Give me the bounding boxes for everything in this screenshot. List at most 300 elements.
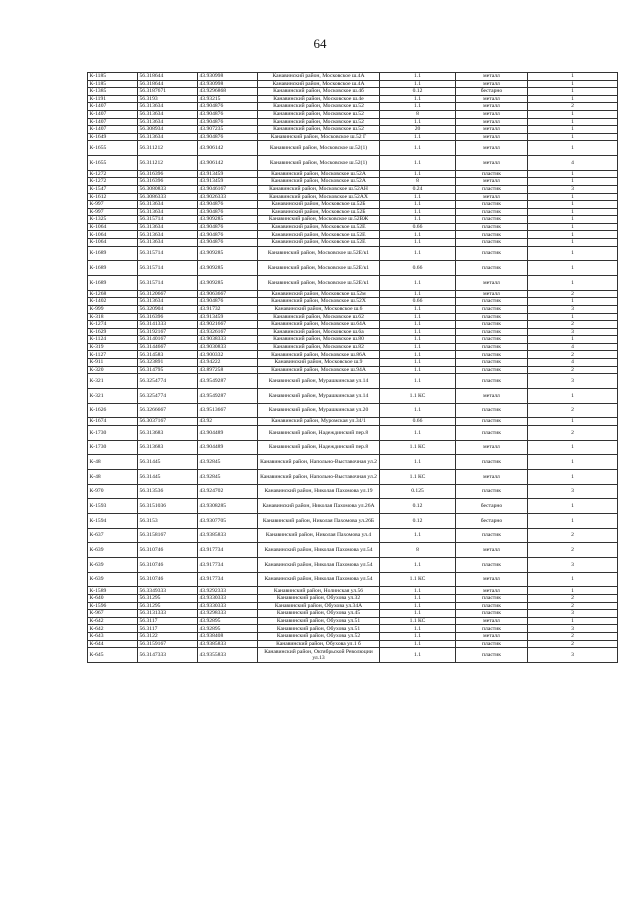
- latitude-cell: 56.313634: [138, 231, 198, 239]
- site-id-cell: К-1407: [88, 126, 138, 134]
- volume-cell: 1.1: [380, 290, 456, 298]
- address-cell: Канавинский район, Мурашкинская ул.14: [258, 374, 380, 389]
- page-number: 64: [313, 36, 327, 51]
- volume-cell: 1.1: [380, 455, 456, 470]
- latitude-cell: 56.31445: [138, 469, 198, 484]
- address-cell: Канавинский район, Московское ш.52 Г: [258, 133, 380, 141]
- material-cell: пластик: [456, 231, 528, 239]
- count-cell: 1: [528, 276, 618, 291]
- volume-cell: 20: [380, 126, 456, 134]
- count-cell: 1: [528, 223, 618, 231]
- count-cell: 1: [528, 587, 618, 595]
- table-row: [88, 298, 618, 306]
- longitude-cell: 43.913459: [198, 313, 258, 321]
- latitude-cell: 56.313634: [138, 201, 198, 209]
- site-id-cell: К-911: [88, 359, 138, 367]
- material-cell: металл: [456, 141, 528, 156]
- count-cell: 3: [528, 610, 618, 618]
- table-row: [88, 528, 618, 543]
- table-row: [88, 602, 618, 610]
- address-cell: Канавинский район, Московское ш.64А: [258, 321, 380, 329]
- longitude-cell: 43.917734: [198, 572, 258, 587]
- count-cell: 3: [528, 305, 618, 313]
- volume-cell: 1.1: [380, 208, 456, 216]
- longitude-cell: 43.9330333: [198, 602, 258, 610]
- longitude-cell: 43.9385833: [198, 640, 258, 648]
- table-row: [88, 231, 618, 239]
- address-cell: Канавинский район, Московское ш.52Е: [258, 239, 380, 247]
- table-row: [88, 239, 618, 247]
- latitude-cell: 56.318644: [138, 80, 198, 88]
- table-row: [88, 185, 618, 193]
- site-id-cell: К-1274: [88, 321, 138, 329]
- longitude-cell: 43.904489: [198, 425, 258, 440]
- site-id-cell: К-1593: [88, 499, 138, 514]
- latitude-cell: 56.31295: [138, 602, 198, 610]
- material-cell: металл: [456, 617, 528, 625]
- count-cell: 2: [528, 366, 618, 374]
- table-row: [88, 178, 618, 186]
- count-cell: 3: [528, 558, 618, 573]
- address-cell: Канавинский район, Московское ш.52Б: [258, 201, 380, 209]
- longitude-cell: 43.9385833: [198, 528, 258, 543]
- volume-cell: 1.1: [380, 239, 456, 247]
- latitude-cell: 56.3080833: [138, 185, 198, 193]
- volume-cell: 1.1: [380, 246, 456, 261]
- material-cell: пластик: [456, 298, 528, 306]
- latitude-cell: 56.3153: [138, 514, 198, 529]
- material-cell: пластик: [456, 602, 528, 610]
- longitude-cell: 43.897258: [198, 366, 258, 374]
- longitude-cell: 43.930998: [198, 80, 258, 88]
- address-cell: Канавинский район, Обухова ул.32: [258, 595, 380, 603]
- site-id-cell: К-320: [88, 366, 138, 374]
- material-cell: пластик: [456, 216, 528, 224]
- table-row: [88, 610, 618, 618]
- material-cell: пластик: [456, 336, 528, 344]
- material-cell: металл: [456, 95, 528, 103]
- latitude-cell: 56.318644: [138, 73, 198, 81]
- latitude-cell: 56.3140167: [138, 336, 198, 344]
- volume-cell: 1.1 КС: [380, 572, 456, 587]
- count-cell: 2: [528, 425, 618, 440]
- volume-cell: 1.1: [380, 73, 456, 81]
- table-row: [88, 246, 618, 261]
- address-cell: Канавинский район, Николая Пахомова ул.19: [258, 484, 380, 499]
- count-cell: 1: [528, 178, 618, 186]
- table-row: [88, 388, 618, 403]
- site-id-cell: К-321: [88, 374, 138, 389]
- latitude-cell: 56.313683: [138, 440, 198, 455]
- site-id-cell: К-1185: [88, 73, 138, 81]
- address-cell: Канавинский район, Московское ш.52м: [258, 290, 380, 298]
- count-cell: 1: [528, 133, 618, 141]
- volume-cell: 1.1: [380, 118, 456, 126]
- site-id-cell: К-1689: [88, 276, 138, 291]
- latitude-cell: 56.31445: [138, 455, 198, 470]
- latitude-cell: 56.323891: [138, 359, 198, 367]
- count-cell: 1: [528, 388, 618, 403]
- address-cell: Канавинский район, Николая Пахомова ул.26Б: [258, 514, 380, 529]
- volume-cell: 1.1: [380, 321, 456, 329]
- latitude-cell: 56.313634: [138, 239, 198, 247]
- address-cell: Канавинский район, Напольно-Выставочная ул.2: [258, 469, 380, 484]
- latitude-cell: 56.315714: [138, 216, 198, 224]
- address-cell: Канавинский район, Московское ш.52ВЖ: [258, 216, 380, 224]
- latitude-cell: 56.313536: [138, 484, 198, 499]
- longitude-cell: 43.92895: [198, 625, 258, 633]
- address-cell: Канавинский район, Московское ш.4А: [258, 80, 380, 88]
- longitude-cell: 43.9549287: [198, 374, 258, 389]
- address-cell: Канавинский район, Московское ш.52Б: [258, 208, 380, 216]
- table-row: [88, 469, 618, 484]
- count-cell: 1: [528, 80, 618, 88]
- site-id-cell: К-1272: [88, 170, 138, 178]
- count-cell: 1: [528, 440, 618, 455]
- latitude-cell: 56.3254774: [138, 374, 198, 389]
- count-cell: 4: [528, 156, 618, 171]
- count-cell: 1: [528, 418, 618, 426]
- address-cell: Канавинский район, Московское ш.52Е/к1: [258, 276, 380, 291]
- address-cell: Канавинский район, Московское ш.86А: [258, 351, 380, 359]
- table-row: [88, 633, 618, 641]
- volume-cell: 8: [380, 110, 456, 118]
- volume-cell: 1.1: [380, 633, 456, 641]
- site-id-cell: К-1612: [88, 193, 138, 201]
- longitude-cell: 43.917734: [198, 543, 258, 558]
- latitude-cell: 56.3141333: [138, 321, 198, 329]
- table-row: [88, 595, 618, 603]
- table-row: [88, 543, 618, 558]
- table-row: [88, 374, 618, 389]
- address-cell: Канавинский район, Обухова ул.34А: [258, 602, 380, 610]
- site-id-cell: К-318: [88, 313, 138, 321]
- volume-cell: 0.66: [380, 418, 456, 426]
- material-cell: пластик: [456, 261, 528, 276]
- material-cell: пластик: [456, 403, 528, 418]
- longitude-cell: 43.930998: [198, 73, 258, 81]
- longitude-cell: 43.904876: [198, 298, 258, 306]
- site-id-cell: К-1191: [88, 95, 138, 103]
- material-cell: пластик: [456, 418, 528, 426]
- volume-cell: 1.1: [380, 366, 456, 374]
- site-id-cell: К-1730: [88, 425, 138, 440]
- material-cell: металл: [456, 126, 528, 134]
- table-row: [88, 133, 618, 141]
- address-cell: Канавинский район, Обухова ул.51: [258, 617, 380, 625]
- longitude-cell: 43.9046167: [198, 185, 258, 193]
- address-cell: Канавинский район, Мурашкинская ул.14: [258, 388, 380, 403]
- material-cell: металл: [456, 276, 528, 291]
- volume-cell: 1.1: [380, 343, 456, 351]
- table-row: [88, 587, 618, 595]
- count-cell: 1: [528, 572, 618, 587]
- site-id-cell: К-639: [88, 543, 138, 558]
- count-cell: 1: [528, 499, 618, 514]
- volume-cell: 1.1 КС: [380, 388, 456, 403]
- site-id-cell: К-639: [88, 572, 138, 587]
- table-row: [88, 351, 618, 359]
- site-id-cell: К-48: [88, 455, 138, 470]
- site-id-cell: К-999: [88, 305, 138, 313]
- material-cell: пластик: [456, 313, 528, 321]
- table-row: [88, 170, 618, 178]
- count-cell: 1: [528, 239, 618, 247]
- longitude-cell: 43.917734: [198, 558, 258, 573]
- count-cell: 1: [528, 88, 618, 96]
- site-id-cell: К-1064: [88, 231, 138, 239]
- longitude-cell: 43.904876: [198, 223, 258, 231]
- address-cell: Канавинский район, Обухова ул.52: [258, 633, 380, 641]
- material-cell: металл: [456, 110, 528, 118]
- address-cell: Канавинский район, Московское ш.52: [258, 103, 380, 111]
- latitude-cell: 56.311212: [138, 141, 198, 156]
- site-id-cell: К-1594: [88, 514, 138, 529]
- longitude-cell: 43.909285: [198, 216, 258, 224]
- count-cell: 2: [528, 595, 618, 603]
- longitude-cell: 43.906142: [198, 141, 258, 156]
- longitude-cell: 43.913459: [198, 170, 258, 178]
- count-cell: 4: [528, 359, 618, 367]
- latitude-cell: 56.311212: [138, 156, 198, 171]
- latitude-cell: 56.3192167: [138, 328, 198, 336]
- longitude-cell: 43.913459: [198, 178, 258, 186]
- site-id-cell: К-1064: [88, 239, 138, 247]
- address-cell: Канавинский район, Московское ш.52(1): [258, 141, 380, 156]
- table-row: [88, 201, 618, 209]
- longitude-cell: 43.906142: [198, 156, 258, 171]
- address-cell: Канавинский район, Октябрьской Революции ул.13: [258, 648, 380, 663]
- site-id-cell: К-319: [88, 343, 138, 351]
- count-cell: 2: [528, 351, 618, 359]
- material-cell: пластик: [456, 239, 528, 247]
- material-cell: металл: [456, 193, 528, 201]
- volume-cell: 1.1: [380, 95, 456, 103]
- material-cell: металл: [456, 290, 528, 298]
- longitude-cell: 43.904876: [198, 118, 258, 126]
- table-row: [88, 313, 618, 321]
- latitude-cell: 56.316396: [138, 178, 198, 186]
- material-cell: пластик: [456, 595, 528, 603]
- volume-cell: 1.1: [380, 133, 456, 141]
- latitude-cell: 56.315714: [138, 246, 198, 261]
- volume-cell: 1.1: [380, 595, 456, 603]
- latitude-cell: 56.315714: [138, 276, 198, 291]
- count-cell: 3: [528, 484, 618, 499]
- latitude-cell: 56.310746: [138, 572, 198, 587]
- material-cell: металл: [456, 156, 528, 171]
- table-row: [88, 305, 618, 313]
- count-cell: 3: [528, 648, 618, 663]
- material-cell: пластик: [456, 208, 528, 216]
- latitude-cell: 56.3144667: [138, 343, 198, 351]
- count-cell: 1: [528, 193, 618, 201]
- count-cell: 2: [528, 543, 618, 558]
- longitude-cell: 43.9355833: [198, 648, 258, 663]
- address-cell: Канавинский район, Московское ш.6а: [258, 328, 380, 336]
- count-cell: 3: [528, 625, 618, 633]
- count-cell: 3: [528, 328, 618, 336]
- address-cell: Канавинский район, Московское ш.52Х: [258, 298, 380, 306]
- count-cell: 2: [528, 528, 618, 543]
- volume-cell: 1.1: [380, 336, 456, 344]
- address-cell: Канавинский район, Московское ш.52Е: [258, 231, 380, 239]
- volume-cell: 1.1: [380, 216, 456, 224]
- latitude-cell: 56.3117: [138, 617, 198, 625]
- table-row: [88, 418, 618, 426]
- latitude-cell: 56.3131333: [138, 610, 198, 618]
- address-cell: Канавинский район, Московское ш.4б: [258, 88, 380, 96]
- volume-cell: 1.1: [380, 313, 456, 321]
- table-row: [88, 208, 618, 216]
- address-cell: Канавинский район, Мурашкинская ул.20: [258, 403, 380, 418]
- count-cell: 1: [528, 73, 618, 81]
- table-row: [88, 110, 618, 118]
- address-cell: Канавинский район, Надеждинский пер.8: [258, 425, 380, 440]
- latitude-cell: 56.314583: [138, 351, 198, 359]
- volume-cell: 1.1: [380, 201, 456, 209]
- address-cell: Канавинский район, Николая Пахомова ул.4: [258, 528, 380, 543]
- address-cell: Канавинский район, Нолинская ул.56: [258, 587, 380, 595]
- address-cell: Канавинский район, Московское ш.52: [258, 126, 380, 134]
- material-cell: металл: [456, 118, 528, 126]
- latitude-cell: 56.3147333: [138, 648, 198, 663]
- site-id-cell: К-1674: [88, 418, 138, 426]
- table-row: [88, 126, 618, 134]
- address-cell: Канавинский район, Московское ш.6: [258, 305, 380, 313]
- volume-cell: 1.1: [380, 403, 456, 418]
- volume-cell: 1.1: [380, 305, 456, 313]
- latitude-cell: 56.315714: [138, 261, 198, 276]
- count-cell: 1: [528, 110, 618, 118]
- material-cell: пластик: [456, 305, 528, 313]
- volume-cell: 1.1: [380, 193, 456, 201]
- site-id-cell: К-643: [88, 633, 138, 641]
- longitude-cell: 43.904876: [198, 201, 258, 209]
- volume-cell: 1.1: [380, 558, 456, 573]
- volume-cell: 1.1: [380, 425, 456, 440]
- count-cell: 1: [528, 246, 618, 261]
- site-id-cell: К-1649: [88, 133, 138, 141]
- site-id-cell: К-639: [88, 558, 138, 573]
- material-cell: металл: [456, 440, 528, 455]
- table-row: [88, 425, 618, 440]
- material-cell: металл: [456, 469, 528, 484]
- longitude-cell: 43.9026333: [198, 193, 258, 201]
- table-row: [88, 359, 618, 367]
- address-cell: Канавинский район, Муромская ул.34/1: [258, 418, 380, 426]
- volume-cell: 1.1: [380, 528, 456, 543]
- table-row: [88, 440, 618, 455]
- longitude-cell: 43.909285: [198, 276, 258, 291]
- site-id-cell: К-1124: [88, 336, 138, 344]
- site-id-cell: К-644: [88, 640, 138, 648]
- address-cell: Канавинский район, Московское ш.62: [258, 313, 380, 321]
- address-cell: Канавинский район, Николая Пахомова ул.54: [258, 572, 380, 587]
- count-cell: 1: [528, 298, 618, 306]
- table-row: [88, 336, 618, 344]
- volume-cell: 1.1: [380, 587, 456, 595]
- address-cell: Канавинский район, Московское ш.80: [258, 336, 380, 344]
- address-cell: Канавинский район, Николая Пахомова ул.54: [258, 543, 380, 558]
- count-cell: 1: [528, 126, 618, 134]
- count-cell: 1: [528, 208, 618, 216]
- longitude-cell: 43.9038333: [198, 336, 258, 344]
- count-cell: 1: [528, 455, 618, 470]
- longitude-cell: 43.9298333: [198, 610, 258, 618]
- material-cell: металл: [456, 543, 528, 558]
- latitude-cell: 56.3086333: [138, 193, 198, 201]
- count-cell: 2: [528, 321, 618, 329]
- volume-cell: 1.1: [380, 640, 456, 648]
- site-id-cell: К-970: [88, 484, 138, 499]
- address-cell: Канавинский район, Николая Пахомова ул.26А: [258, 499, 380, 514]
- volume-cell: 0.12: [380, 514, 456, 529]
- latitude-cell: 56.3349333: [138, 587, 198, 595]
- table-row: [88, 276, 618, 291]
- site-id-cell: К-1407: [88, 110, 138, 118]
- longitude-cell: 43.9030833: [198, 343, 258, 351]
- latitude-cell: 56.3117: [138, 625, 198, 633]
- material-cell: бестарно: [456, 514, 528, 529]
- material-cell: бестарно: [456, 88, 528, 96]
- count-cell: 1: [528, 313, 618, 321]
- material-cell: металл: [456, 388, 528, 403]
- latitude-cell: 56.310746: [138, 543, 198, 558]
- table-row: [88, 95, 618, 103]
- site-id-cell: К-637: [88, 528, 138, 543]
- table-row: [88, 572, 618, 587]
- volume-cell: 1.1 КС: [380, 440, 456, 455]
- material-cell: пластик: [456, 185, 528, 193]
- longitude-cell: 43.9330333: [198, 595, 258, 603]
- count-cell: 1: [528, 617, 618, 625]
- table-row: [88, 73, 618, 81]
- material-cell: металл: [456, 572, 528, 587]
- longitude-cell: 43.904489: [198, 440, 258, 455]
- volume-cell: 1.1: [380, 374, 456, 389]
- site-id-cell: К-1689: [88, 246, 138, 261]
- latitude-cell: 56.314795: [138, 366, 198, 374]
- volume-cell: 1.1: [380, 276, 456, 291]
- address-cell: Канавинский район, Московское ш.52Е/к1: [258, 246, 380, 261]
- count-cell: 2: [528, 602, 618, 610]
- table-row: [88, 193, 618, 201]
- count-cell: 2: [528, 633, 618, 641]
- site-id-cell: К-642: [88, 617, 138, 625]
- site-id-cell: К-640: [88, 595, 138, 603]
- material-cell: металл: [456, 80, 528, 88]
- site-id-cell: К-1185: [88, 80, 138, 88]
- longitude-cell: 43.907235: [198, 126, 258, 134]
- site-id-cell: К-1547: [88, 185, 138, 193]
- material-cell: пластик: [456, 528, 528, 543]
- site-id-cell: К-1127: [88, 351, 138, 359]
- material-cell: пластик: [456, 640, 528, 648]
- material-cell: пластик: [456, 374, 528, 389]
- longitude-cell: 43.909285: [198, 246, 258, 261]
- site-id-cell: К-1268: [88, 290, 138, 298]
- longitude-cell: 43.9308285: [198, 499, 258, 514]
- count-cell: 1: [528, 118, 618, 126]
- site-id-cell: К-1272: [88, 178, 138, 186]
- site-id-cell: К-967: [88, 610, 138, 618]
- volume-cell: 1.1: [380, 170, 456, 178]
- count-cell: 2: [528, 290, 618, 298]
- volume-cell: 0.125: [380, 484, 456, 499]
- table-row: [88, 343, 618, 351]
- volume-cell: 1.1: [380, 610, 456, 618]
